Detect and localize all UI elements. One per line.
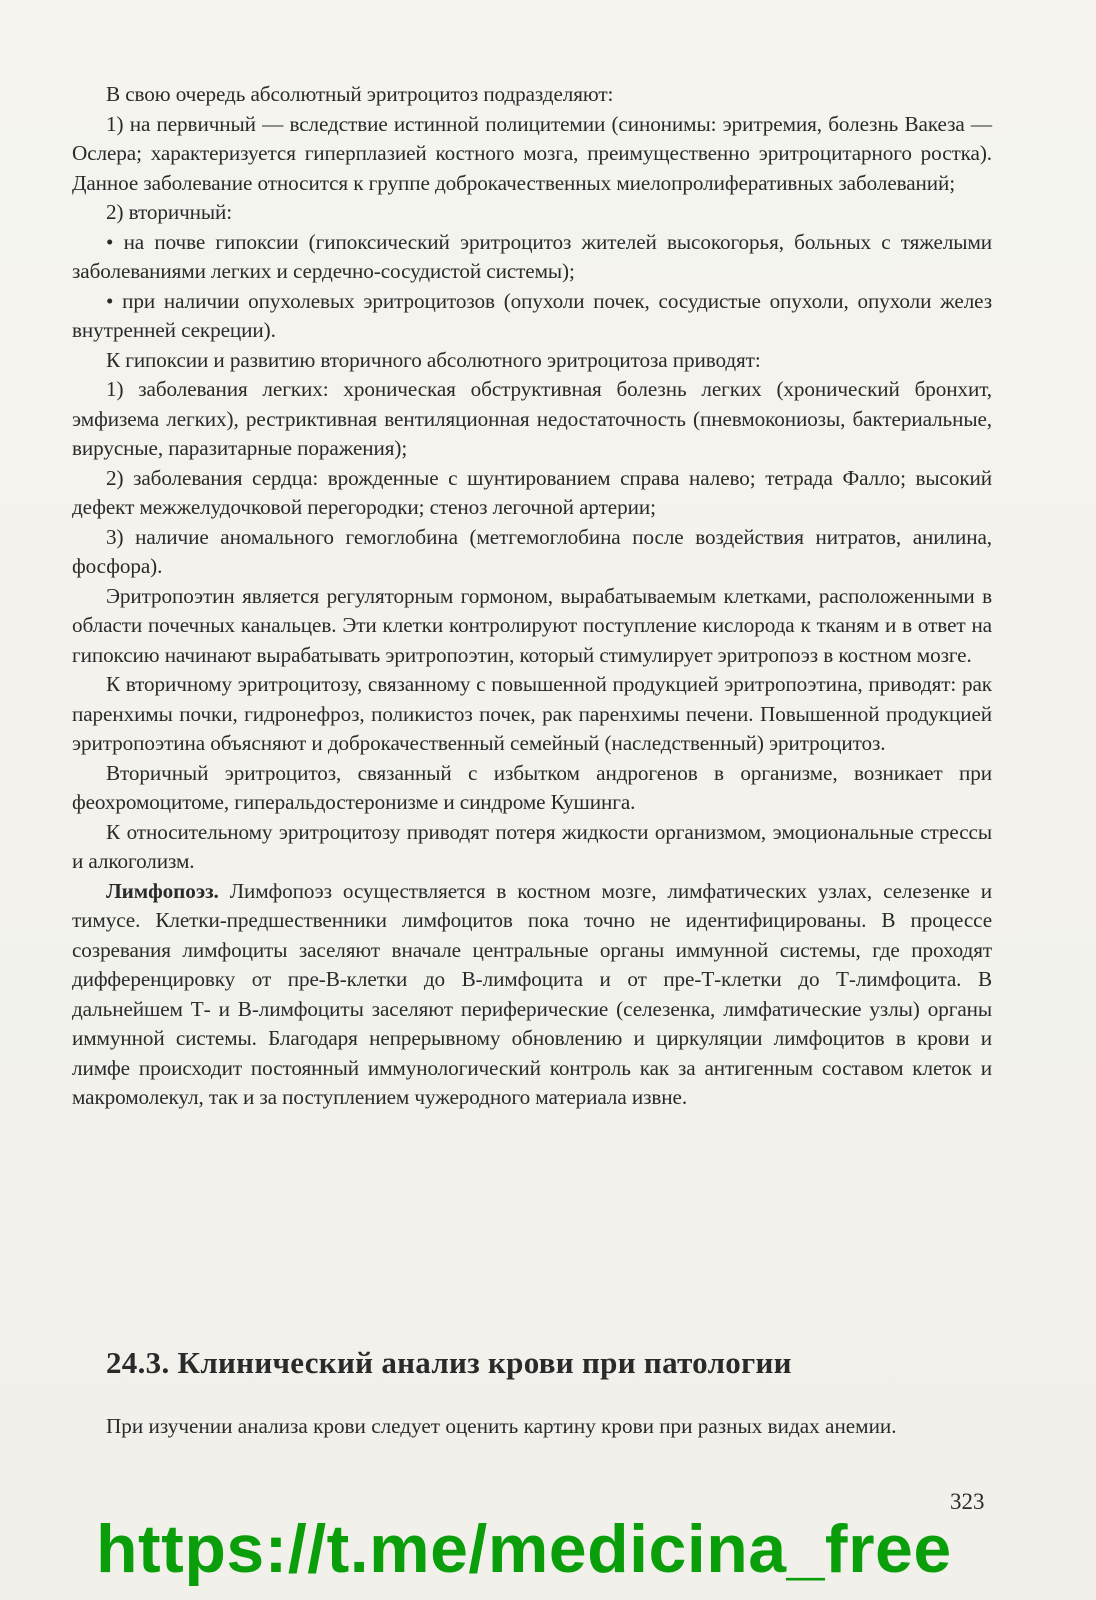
page-number: 323: [950, 1489, 985, 1514]
paragraph: К вторичному эритроцитозу, связанному с повышенной продукцией эритропоэтина, приводят: рак паренхимы почки, гидронефроз, поликистоз почек, рак паренхимы печени. Повышенной продукцией эритропоэтина объясняют и доброкачественный семейный (наследственный) эритроцитоз.: [72, 672, 992, 755]
paragraph: К относительному эритроцитозу приводят потеря жидкости организмом, эмоциональные стрессы и алкоголизм.: [72, 819, 992, 873]
paragraph: К гипоксии и развитию вторичного абсолютного эритроцитоза приводят:: [106, 347, 761, 372]
paragraph: 2) вторичный:: [106, 200, 233, 224]
paragraph: 1) на первичный — вследствие истинной полицитемии (синонимы: эритремия, болезнь Вакеза — Ослера; характеризуется гиперплазией костного мозга, преимущественно эритроцитарного ростка). Данное заболевание относится к группе доброкачественных миелопролиферативных заболеваний;: [72, 111, 992, 195]
paragraph: Вторичный эритроцитоз, связанный с избытком андрогенов в организме, возникает при феохромоцитоме, гиперальдостеронизме и синдроме Кушинга.: [72, 760, 992, 814]
paragraph: В свою очередь абсолютный эритроцитоз подразделяют:: [106, 82, 614, 106]
paragraph: Эритропоэтин является регуляторным гормоном, вырабатываемым клетками, расположенными в области почечных канальцев. Эти клетки контролируют поступление кислорода к тканям и в ответ на гипоксию начинают вырабатывать эритропоэтин, который стимулирует эритропоэз в костном мозге.: [72, 583, 992, 667]
body-text: [72, 80, 992, 1113]
lymphopoiesis-text: Лимфопоэз осуществляется в костном мозге, лимфатических узлах, селезенке и тимусе. Клетки-предшественники лимфоцитов пока точно не идентифицированы. В процессе созревания лимфоциты заселяют вначале центральные органы иммунной системы, где проходят дифференцировку от пре-В-клетки до В-лимфоцита и от пре-Т-клетки до Т-лимфоцита. В дальнейшем Т- и В-лимфоциты заселяют периферические (селезенка, лимфатические узлы) органы иммунной системы. Благодаря непрерывному обновлению и циркуляции лимфоцитов в крови и лимфе происходит постоянный иммунологический контроль как за антигенным составом клеток и макромолекул, так и за поступлением чужеродного материала извне.: [72, 878, 992, 1109]
lymphopoiesis-term: Лимфопоэз.: [106, 878, 219, 903]
paragraph-lymphopoiesis: [72, 877, 992, 1113]
bullet-item: • при наличии опухолевых эритроцитозов (опухоли почек, сосудистые опухоли, опухоли желез внутренней секреции).: [72, 288, 992, 342]
paragraph: 1) заболевания легких: хроническая обструктивная болезнь легких (хронический бронхит, эмфизема легких), рестриктивная вентиляционная недостаточность (пневмокониозы, бактериальные, вирусные, паразитарные поражения);: [72, 377, 992, 460]
section-intro: [72, 1412, 992, 1442]
paragraph: 3) наличие аномального гемоглобина (метгемоглобина после воздействия нитратов, анилина, фосфора).: [72, 524, 992, 578]
paragraph: 2) заболевания сердца: врожденные с шунтированием справа налево; тетрада Фалло; высокий дефект межжелудочковой перегородки; стеноз легочной артерии;: [72, 465, 992, 519]
paragraph: При изучении анализа крови следует оценить картину крови при разных видах анемии.: [106, 1414, 897, 1438]
telegram-watermark-link[interactable]: https://t.me/medicina_free: [96, 1511, 952, 1587]
bullet-item: • на почве гипоксии (гипоксический эритроцитоз жителей высокогорья, больных с тяжелыми заболеваниями легких и сердечно-сосудистой системы);: [72, 229, 992, 283]
section-heading: 24.3. Клинический анализ крови при патологии: [106, 1345, 792, 1380]
